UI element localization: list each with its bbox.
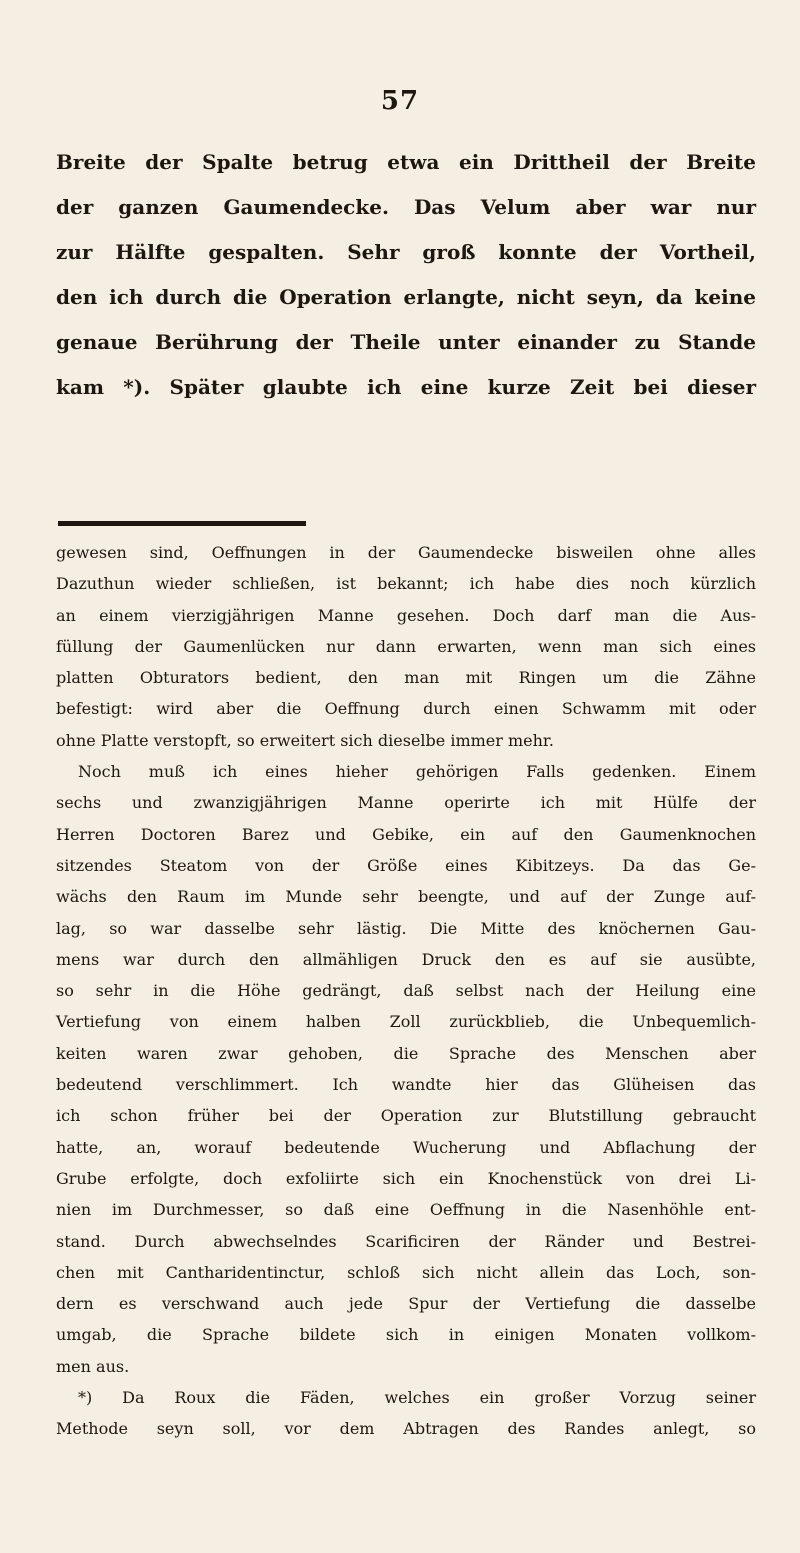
note-line: ich schon früher bei der Operation zur Blutstillung gebraucht bbox=[56, 1106, 756, 1126]
note-line: men aus. bbox=[56, 1356, 130, 1376]
text-line: zur Hälfte gespalten. Sehr groß konnte der Vortheil, bbox=[56, 240, 756, 264]
text-line: der ganzen Gaumendecke. Das Velum aber war nur bbox=[56, 195, 756, 219]
text-line: den ich durch die Operation erlangte, nicht seyn, da keine bbox=[56, 285, 756, 309]
footnote-separator-rule bbox=[58, 521, 306, 526]
note-line: platten Obturators bedient, den man mit Ringen um die Zähne bbox=[56, 668, 756, 688]
note-line: an einem vierzigjährigen Manne gesehen. Doch darf man die Aus- bbox=[56, 605, 756, 625]
note-line: Vertiefung von einem halben Zoll zurückblieb, die Unbequemlich- bbox=[56, 1012, 756, 1032]
note-line: so sehr in die Höhe gedrängt, daß selbst nach der Heilung eine bbox=[56, 981, 756, 1001]
note-line: umgab, die Sprache bildete sich in einigen Monaten vollkom- bbox=[56, 1325, 756, 1345]
note-line: gewesen sind, Oeffnungen in der Gaumendecke bisweilen ohne alles bbox=[56, 543, 756, 562]
main-text-block bbox=[56, 140, 756, 410]
note-line: Noch muß ich eines hieher gehörigen Falls gedenken. Einem bbox=[78, 762, 756, 782]
footnote-line: *) Da Roux die Fäden, welches ein großer Vorzug seiner bbox=[78, 1388, 756, 1408]
note-line: Grube erfolgte, doch exfoliirte sich ein Knochenstück von drei Li- bbox=[56, 1168, 756, 1188]
text-line: Breite der Spalte betrug etwa ein Drittheil der Breite bbox=[56, 150, 756, 174]
note-line: stand. Durch abwechselndes Scarificiren der Ränder und Bestrei- bbox=[56, 1231, 756, 1251]
footnote-line: Methode seyn soll, vor dem Abtragen des Randes anlegt, so bbox=[56, 1419, 756, 1439]
note-line: lag, so war dasselbe sehr lästig. Die Mitte des knöchernen Gau- bbox=[56, 918, 756, 938]
note-line: keiten waren zwar gehoben, die Sprache des Menschen aber bbox=[56, 1043, 756, 1063]
note-line: sechs und zwanzigjährigen Manne operirte ich mit Hülfe der bbox=[56, 793, 756, 813]
note-line: nien im Durchmesser, so daß eine Oeffnung in die Nasenhöhle ent- bbox=[56, 1200, 756, 1220]
note-line: hatte, an, worauf bedeutende Wucherung und Abflachung der bbox=[56, 1137, 756, 1157]
note-line: Dazuthun wieder schließen, ist bekannt; ich habe dies noch kürzlich bbox=[56, 574, 756, 594]
note-line: füllung der Gaumenlücken nur dann erwarten, wenn man sich eines bbox=[56, 636, 756, 656]
note-line: sitzendes Steatom von der Größe eines Kibitzeys. Da das Ge- bbox=[56, 855, 756, 875]
note-line: bedeutend verschlimmert. Ich wandte hier das Glüheisen das bbox=[56, 1075, 756, 1095]
note-line: dern es verschwand auch jede Spur der Vertiefung die dasselbe bbox=[56, 1294, 756, 1314]
note-line: ohne Platte verstopft, so erweitert sich dieselbe immer mehr. bbox=[56, 730, 554, 750]
text-line: genaue Berührung der Theile unter einander zu Stande bbox=[56, 330, 756, 354]
note-line: chen mit Cantharidentinctur, schloß sich nicht allein das Loch, son- bbox=[56, 1262, 756, 1282]
text-line: kam *). Später glaubte ich eine kurze Zeit bei dieser bbox=[56, 375, 756, 399]
page-number: 57 bbox=[380, 86, 420, 116]
note-line: Herren Doctoren Barez und Gebike, ein auf den Gaumenknochen bbox=[56, 824, 756, 844]
note-line: wächs den Raum im Munde sehr beengte, und auf der Zunge auf- bbox=[56, 887, 756, 907]
notes-text-block bbox=[56, 537, 756, 1445]
note-line: mens war durch den allmähligen Druck den es auf sie ausübte, bbox=[56, 949, 756, 969]
note-line: befestigt: wird aber die Oeffnung durch einen Schwamm mit oder bbox=[56, 699, 756, 719]
